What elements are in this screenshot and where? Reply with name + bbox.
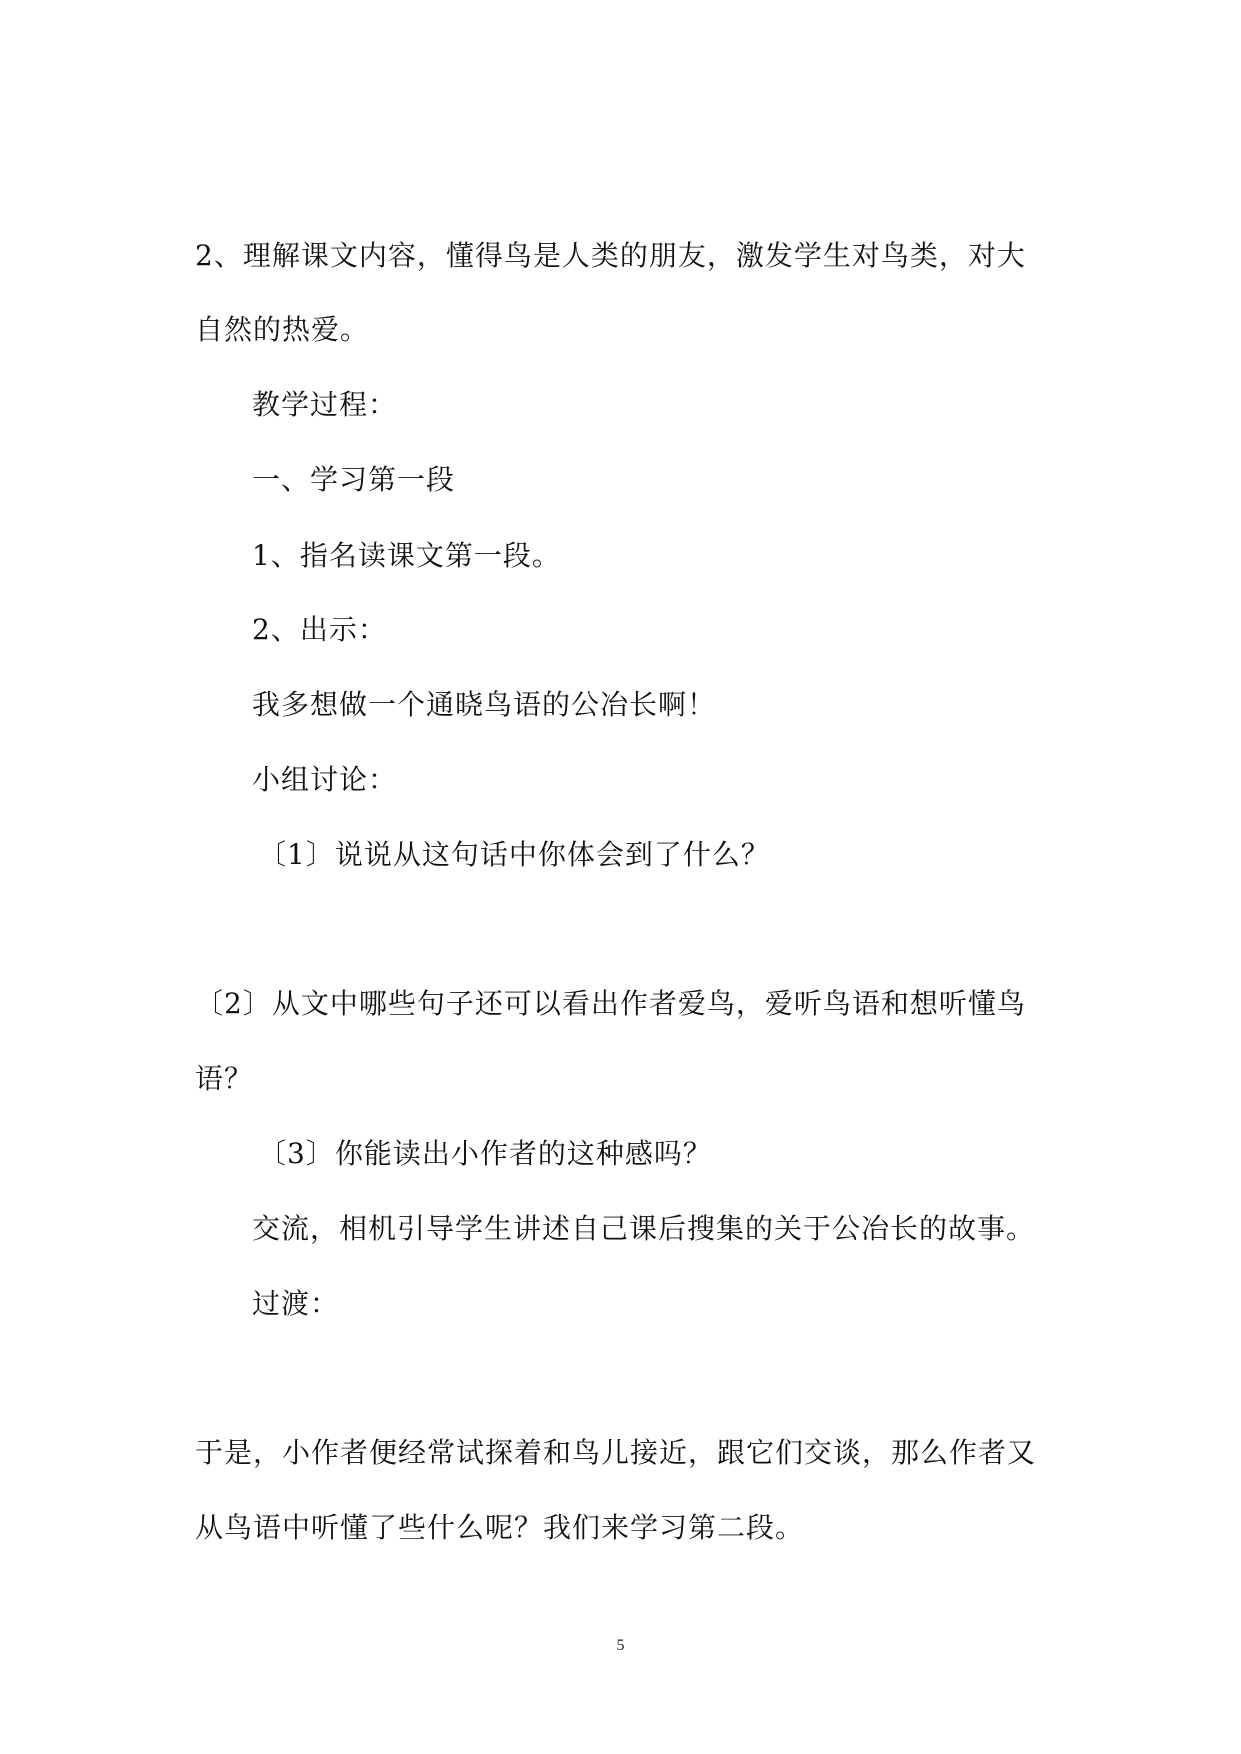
objective-line-2: 自然的热爱。: [195, 313, 370, 346]
step-1-line: 1、指名读课文第一段。: [252, 539, 561, 572]
transition-label: 过渡：: [252, 1287, 340, 1320]
page-number: 5: [616, 1637, 625, 1654]
quoted-sentence: 我多想做一个通晓鸟语的公冶长啊！: [252, 688, 717, 721]
question-2-line-2: 语？: [195, 1062, 254, 1095]
section-heading-teaching-process: 教学过程：: [252, 388, 398, 421]
question-3: 〔3〕你能读出小作者的这种感吗？: [258, 1137, 712, 1170]
question-2-line-1: 〔2〕从文中哪些句子还可以看出作者爱鸟，爱听鸟语和想听懂鸟: [195, 987, 1026, 1020]
group-discussion-label: 小组讨论：: [252, 763, 398, 796]
exchange-line: 交流，相机引导学生讲述自己课后搜集的关于公冶长的故事。: [252, 1212, 1036, 1245]
objective-line-1: 2、理解课文内容，懂得鸟是人类的朋友，激发学生对鸟类，对大: [195, 239, 1026, 272]
question-1: 〔1〕说说从这句话中你体会到了什么？: [258, 838, 770, 871]
step-2-line: 2、出示：: [252, 613, 387, 646]
transition-text-line-1: 于是，小作者便经常试探着和鸟儿接近，跟它们交谈，那么作者又: [195, 1436, 1037, 1469]
section-heading-part-one: 一、学习第一段: [252, 463, 456, 496]
transition-text-line-2: 从鸟语中听懂了些什么呢？我们来学习第二段。: [195, 1511, 805, 1544]
